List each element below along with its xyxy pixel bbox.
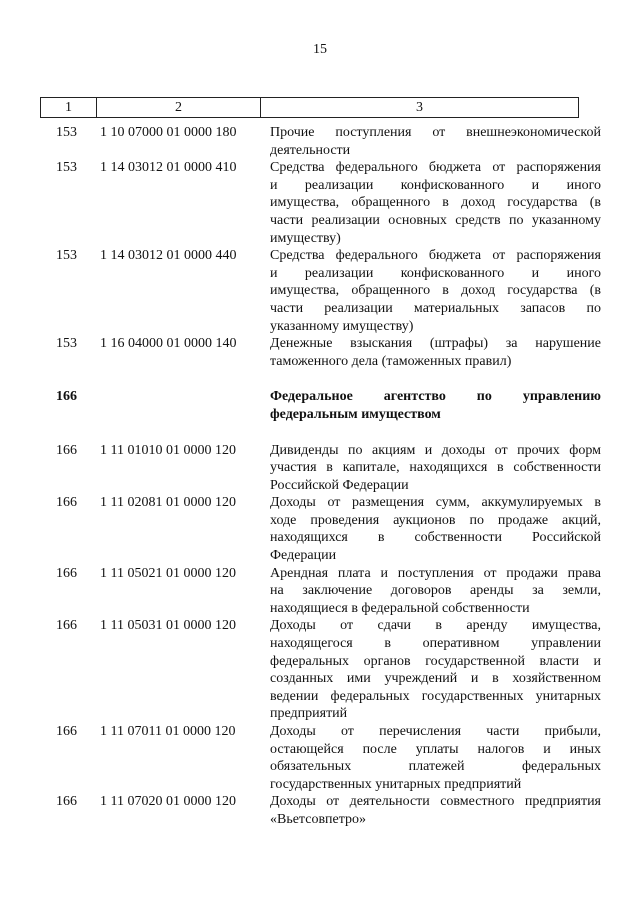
table-row	[56, 442, 600, 495]
name-line: имущества, обращенного в доход государства (в	[270, 195, 601, 211]
table-row	[56, 565, 600, 618]
admin-code: 153	[56, 125, 77, 140]
admin-code: 153	[56, 336, 77, 352]
revenue-name	[270, 494, 601, 564]
name-line: Федерации	[270, 548, 337, 564]
revenue-name	[270, 335, 601, 370]
name-line: Дивиденды по акциям и доходы от прочих форм	[270, 442, 601, 458]
table-header	[40, 97, 579, 118]
name-line: Денежные взыскания (штрафы) за нарушение	[270, 336, 601, 352]
name-line: Средства федерального бюджета от распоряжения	[270, 160, 601, 176]
name-line: имуществу)	[270, 230, 341, 246]
revenue-code: 1 11 05031 01 0000 120	[100, 618, 236, 634]
table-row	[56, 793, 600, 828]
name-line: части реализации основных средств по указанному	[270, 212, 601, 228]
name-line: находящиеся в федеральной собственности	[270, 600, 530, 616]
name-line: имущества, обращенного в доход государства (в	[270, 283, 601, 299]
revenue-name	[270, 793, 601, 828]
table-row	[56, 723, 600, 793]
name-line: остающейся после уплаты налогов и иных	[270, 741, 601, 757]
revenue-name	[270, 159, 601, 247]
name-line: Средства федерального бюджета от распоряжения	[270, 248, 601, 264]
name-line: части реализации материальных запасов по	[270, 300, 601, 316]
admin-code: 153	[56, 248, 77, 264]
revenue-code: 1 10 07000 01 0000 180	[100, 125, 237, 140]
revenue-code: 1 11 07020 01 0000 120	[100, 794, 236, 810]
name-line: Доходы от деятельности совместного предприятия	[270, 794, 601, 810]
admin-code: 166	[56, 442, 77, 458]
name-line: федеральным имуществом	[270, 406, 441, 422]
name-line: созданных ими учреждений и в хозяйственном	[270, 671, 601, 687]
name-line: «Вьетсовпетро»	[270, 811, 367, 827]
name-line: находящегося в оперативном управлении	[270, 636, 601, 652]
name-line: Доходы от перечисления части прибыли,	[270, 724, 601, 739]
revenue-code: 1 14 03012 01 0000 410	[100, 160, 237, 176]
name-line: ходе проведения аукционов по продаже акций,	[270, 512, 601, 528]
name-line: обязательных платежей федеральных	[270, 759, 601, 775]
revenue-code: 1 11 02081 01 0000 120	[100, 495, 236, 511]
name-line: и реализации конфискованного и иного	[270, 177, 601, 193]
table-row	[56, 247, 600, 335]
name-line: находящихся в собственности Российской	[270, 530, 601, 546]
name-line: ведении федеральных государственных унитарных	[270, 688, 601, 704]
name-line: на заключение договоров аренды за земли,	[270, 583, 601, 599]
revenue-name	[270, 565, 601, 618]
header-col-1: 1	[41, 98, 97, 118]
revenue-name	[270, 617, 601, 723]
page-number: 15	[313, 42, 327, 57]
name-line: деятельности	[270, 142, 351, 158]
table-row	[56, 335, 600, 370]
table-header-row	[41, 98, 579, 118]
name-line: и реализации конфискованного и иного	[270, 265, 601, 281]
name-line: Доходы от размещения сумм, аккумулируемых в	[270, 495, 601, 511]
name-line: Прочие поступления от внешнеэкономической	[270, 125, 601, 140]
revenue-name	[270, 442, 601, 495]
admin-code: 153	[56, 160, 77, 176]
table-row	[56, 494, 600, 564]
revenue-name	[270, 124, 601, 159]
name-line: федеральных органов государственной власти и	[270, 653, 601, 669]
name-line: предприятий	[270, 706, 348, 722]
name-line: Доходы от сдачи в аренду имущества,	[270, 618, 601, 634]
agency-name	[270, 388, 601, 423]
revenue-code: 1 11 01010 01 0000 120	[100, 442, 236, 458]
name-line: указанному имуществу)	[270, 318, 414, 334]
table-body	[56, 124, 600, 829]
revenue-code: 1 11 07011 01 0000 120	[100, 724, 236, 739]
table-row	[56, 617, 600, 723]
admin-code: 166	[56, 618, 77, 634]
name-line: Российской Федерации	[270, 477, 409, 493]
agency-heading-row	[56, 388, 600, 423]
revenue-code: 1 16 04000 01 0000 140	[100, 336, 237, 352]
revenue-name	[270, 723, 601, 793]
admin-code: 166	[56, 724, 77, 739]
name-line: государственных унитарных предприятий	[270, 776, 522, 792]
header-col-3: 3	[261, 98, 579, 118]
admin-code: 166	[56, 794, 77, 810]
admin-code: 166	[56, 495, 77, 511]
revenue-code: 1 11 05021 01 0000 120	[100, 565, 236, 581]
name-line: участия в капитале, находящихся в собственности	[270, 460, 601, 476]
name-line: Арендная плата и поступления от продажи права	[270, 565, 601, 581]
name-line: таможенного дела (таможенных правил)	[270, 353, 512, 369]
header-col-2: 2	[97, 98, 261, 118]
name-line: Федеральное агентство по управлению	[270, 389, 601, 405]
admin-code: 166	[56, 389, 77, 405]
revenue-name	[270, 247, 601, 335]
admin-code: 166	[56, 565, 77, 581]
revenue-code: 1 14 03012 01 0000 440	[100, 248, 237, 264]
table-row	[56, 124, 600, 159]
table-row	[56, 159, 600, 247]
